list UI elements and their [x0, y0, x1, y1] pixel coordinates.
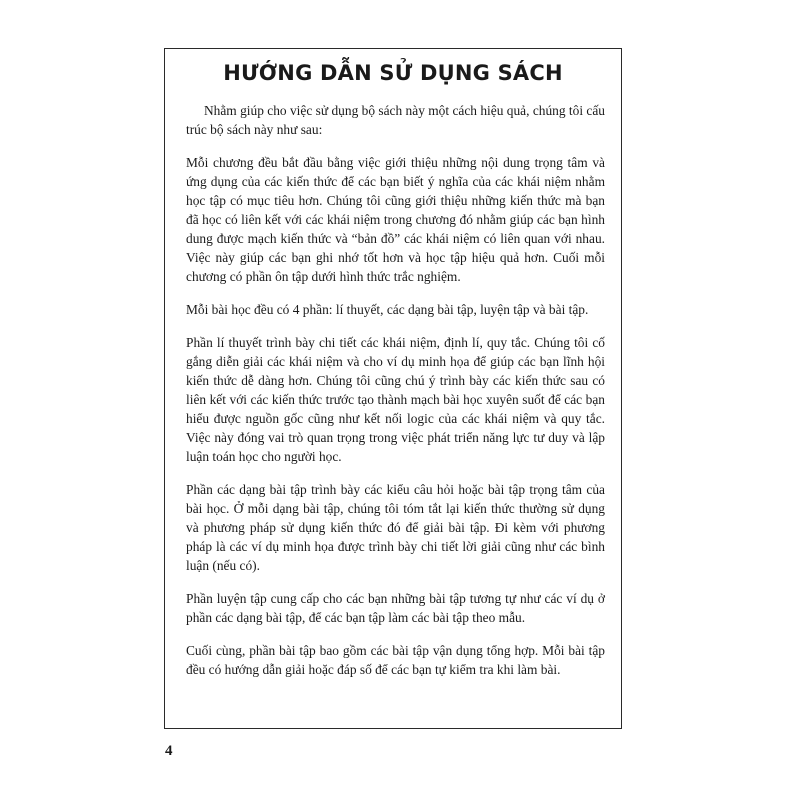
content-frame — [164, 48, 622, 729]
practice-paragraph: Phần luyện tập cung cấp cho các bạn những bài tập tương tự như các ví dụ ở phần các dạng bài tập, để các bạn tập làm các bài tập theo mẫu. — [186, 591, 605, 625]
homework-paragraph: Cuối cùng, phần bài tập bao gồm các bài tập vận dụng tổng hợp. Mỗi bài tập đều có hướng dẫn giải hoặc đáp số để các bạn tự kiểm tra khi làm bài. — [186, 643, 605, 677]
page-title: HƯỚNG DẪN SỬ DỤNG SÁCH — [223, 61, 563, 85]
chapter-structure-paragraph: Mỗi chương đều bắt đầu bằng việc giới thiệu những nội dung trọng tâm và ứng dụng của các kiến thức để các bạn biết ý nghĩa của các khái niệm nhằm học tập có mục tiêu hơn. Chúng tôi cũng giới thiệu những kiến thức mà bạn đã học có liên kết với các khái niệm trong chương đó nhằm giúp các bạn hình dung được mạch kiến thức và “bản đồ” các khái niệm có liên quan với nhau. Việc này giúp các bạn ghi nhớ tốt hơn và học tập hiệu quả hơn. Cuối mỗi chương có phần ôn tập dưới hình thức trắc nghiệm. — [186, 155, 605, 284]
lesson-parts-paragraph: Mỗi bài học đều có 4 phần: lí thuyết, các dạng bài tập, luyện tập và bài tập. — [186, 302, 589, 317]
theory-paragraph: Phần lí thuyết trình bày chi tiết các khái niệm, định lí, quy tắc. Chúng tôi cố gắng diễn giải các khái niệm và cho ví dụ minh họa để giúp các bạn lĩnh hội kiến thức dễ dàng hơn. Chúng tôi cũng chú ý trình bày các kiến thức sau có liên kết với các kiến thức trước tạo thành mạch bài học xuyên suốt để các bạn hiểu được nguồn gốc cũng như kết nối logic của các khái niệm và quy tắc. Việc này đóng vai trò quan trọng trong việc phát triển năng lực tư duy và lập luận toán học cho người học. — [186, 335, 605, 464]
intro-paragraph: Nhằm giúp cho việc sử dụng bộ sách này một cách hiệu quả, chúng tôi cấu trúc bộ sách này như sau: — [186, 103, 605, 137]
body-text — [186, 101, 605, 693]
page-number: 4 — [165, 743, 173, 759]
exercise-types-paragraph: Phần các dạng bài tập trình bày các kiểu câu hỏi hoặc bài tập trọng tâm của bài học. Ở mỗi dạng bài tập, chúng tôi tóm tắt lại kiến thức thường sử dụng và phương pháp sử dụng kiến thức đó để giải bài tập. Đi kèm với phương pháp là các ví dụ minh họa được trình bày chi tiết lời giải cũng như các bình luận (nếu có). — [186, 482, 605, 573]
